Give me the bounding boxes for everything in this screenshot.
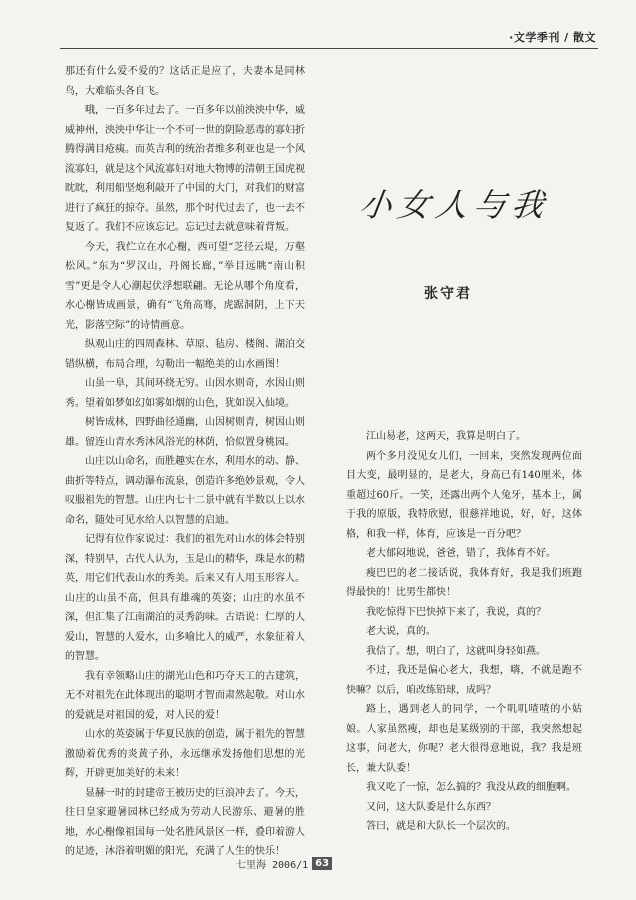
article-author: 张守君 (424, 286, 472, 302)
paragraph: 两个多月没见女儿们，一回来，突然发现两位面目大变，最明显的，是老大，身高已有140厘米，体重超过60斤。一笑，还露出两个人兔牙，基本上，属于我的原版，我特欣慰，很慈祥地说，好，好，这体格，和我一样，体育，应该是一百分吧？ (346, 450, 582, 540)
paragraph: 纵观山庄的四周森林、草原、毡房、楼阁、湖泊交错纵横，布局合理，勾勒出一幅绝美的山水画图！ (65, 339, 305, 370)
paragraph: 不过，我还是偏心老大，我想，嗨，不就是跑不快嘛？以后，咱改练铅球，成吗？ (346, 665, 582, 696)
paragraph: 老大郁闷地说，爸爸，错了，我体育不好。 (366, 548, 556, 559)
paragraph: 我有幸领略山庄的湖光山色和巧夺天工的古建筑，无不对祖先在此体现出的聪明才智而肃然起敬。对山水的爱就是对祖国的爱，对人民的爱！ (65, 670, 305, 721)
paragraph: 路上，遇到老人的同学，一个叽叽喳喳的小姑娘。人家虽然瘦，却也是某级别的干部，我突然想起这事，问老大，你呢？老大很得意地说，我？我是班长，兼大队委！ (346, 704, 582, 774)
section-label: ·文学季刊 / 散文 (509, 31, 596, 44)
paragraph: 又问，这大队委是什么东西？ (366, 801, 496, 813)
paragraph: 我吃惊得下巴快掉下来了，我说，真的？ (366, 606, 546, 618)
paragraph: 江山易老，这两天，我算是明白了。 (366, 431, 526, 442)
paragraph: 记得有位作家说过：我们的祖先对山水的体会特别深，特别早，古代人认为，玉是山的精华，珠是水的精英，用它们代表山水的秀美。后来又有人用玉形容人。山庄的山虽不高，但具有雄魂的英姿；山庄的水虽不深，但汇集了江南湖泊的灵秀韵味。古语说：仁厚的人爱山，智慧的人爱水，山多喻比人的威严，水象征着人的智慧。 (65, 534, 305, 662)
paragraph: 瘦巴巴的老二接话说，我体育好，我是我们班跑得最快的！比男生都快！ (346, 567, 582, 598)
paragraph: 哦，一百多年过去了。一百多年以前泱泱中华，威威神州，泱泱中华让一个不可一世的阴险恶毒的寡妇折腾得满目疮痍。而英吉利的统治者维多利亚也是一个风流寡妇，就是这个风流寡妇对地大物博的清朝王国虎视眈眈，利用船坚炮利敲开了中国的大门，对我们的财富进行了疯狂的掠夺。虽然，那个时代过去了，也一去不复返了。我们不应该忘记。忘记过去就意味着背叛。 (65, 105, 305, 233)
magazine-issue: 七里海 2006/1 (236, 860, 309, 871)
paragraph: 今天，我伫立在水心榭，西可望“芝径云堤，万壑松风。”东为“罗汉山，丹阁长廊，”举目远眺“南山积雪”更是令人心潮起伏浮想联翩。无论从哪个角度看，水心榭皆成画景，确有“飞角高骞，虎踞洞阴，上下天光，影落空际”的诗情画意。 (65, 241, 305, 331)
paragraph: 答曰，就是和大队长一个层次的。 (366, 821, 516, 832)
paragraph: 山虽一阜，其间环绕无穷。山因水则奇，水因山则秀。望着如梦如幻如雾如烟的山色，犹如误入仙境。 (65, 378, 305, 409)
header-rule (60, 48, 598, 49)
paragraph: 我信了。想，明白了，这就叫身轻如燕。 (366, 645, 546, 657)
paragraph: 山庄以山命名，而胜趣实在水，利用水的动、静、曲折等特点，调动瀑布流泉，创造许多绝妙景观，令人叹服祖先的智慧。山庄内七十二景中就有半数以上以水命名，随处可见水给人以智慧的启迪。 (65, 456, 305, 526)
right-column (346, 427, 582, 837)
article-title: 小女人与我 (357, 186, 553, 224)
paragraph: 显赫一时的封建帝王被历史的巨浪冲去了。今天，往日皇家避暑园林已经成为劳动人民游乐、避暑的胜地，水心榭像祖国每一处名胜风景区一样，叠印着游人的足迹，沐浴着明媚的阳光，充满了人生的快乐！ (65, 787, 305, 857)
paragraph: 我又吃了一惊，怎么搞的？我没从政的细胞啊。 (366, 782, 576, 793)
paragraph: 老大说，真的。 (366, 626, 436, 637)
paragraph: 那还有什么爱不爱的？这话正是应了，夫妻本是同林鸟，大难临头各自飞。 (65, 66, 305, 97)
page-number: 63 (312, 857, 332, 870)
left-column (65, 62, 305, 862)
page-footer (236, 856, 332, 871)
paragraph: 树皆成林，四野曲径通幽，山因树则青，树因山则雄。留连山青水秀沐风浴光的林荫，恰似置身桃园。 (65, 417, 305, 448)
paragraph: 山水的英姿属于华夏民族的创造，属于祖先的智慧激励着优秀的炎黄子孙，永远继承发扬他们思想的光辉，开辟更加美好的未来！ (65, 729, 305, 779)
